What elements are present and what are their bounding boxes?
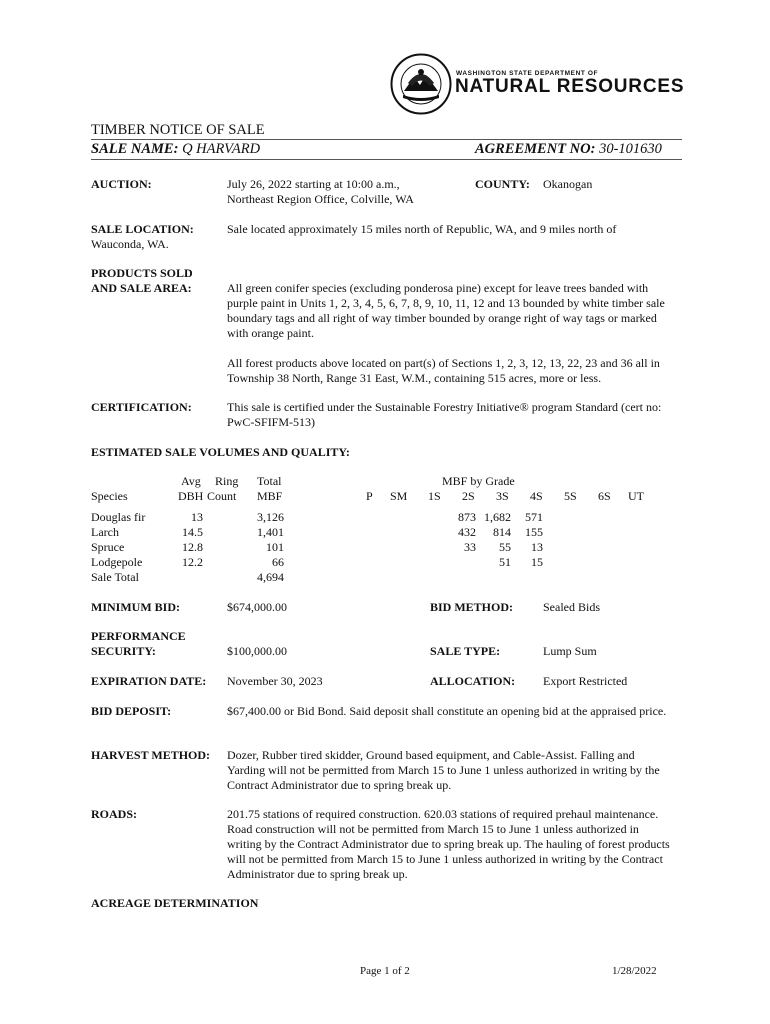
dbh-cell: 14.5 — [182, 525, 203, 539]
total-cell: 3,126 — [257, 510, 284, 524]
dnr-logo — [390, 53, 685, 115]
certification-text: This sale is certified under the Sustainable Forestry Initiative® program Standard (cert no: PwC-SFIFM-513) — [227, 400, 662, 429]
grade-3s-cell: 814 — [493, 525, 511, 539]
species-cell: Larch — [91, 525, 119, 539]
agreement-no — [475, 141, 662, 158]
sale-name — [91, 141, 260, 158]
minimum-bid-label: MINIMUM BID: — [91, 600, 180, 614]
products-para-1: All green conifer species (excluding ponderosa pine) except for leave trees banded with purple paint in Units 1, 2, 3, 4, 5, 6, 7, 8, 9, 10, 11, 12 and 13 bounded by white timber sale boundary tags and all right of way timber bounded by orange right of way tags or marked with orange paint. — [227, 281, 665, 340]
hdr-ring: Ring — [215, 474, 239, 488]
agreement-label: AGREEMENT NO: — [475, 141, 596, 157]
grade-4s-cell: 13 — [531, 540, 543, 554]
grade-header: 5S — [564, 489, 577, 503]
products-para-2: All forest products above located on part(s) of Sections 1, 2, 3, 12, 13, 22, 23 and 36 all in Township 38 North, Range 31 East, W.M., containing 515 acres, more or less. — [227, 356, 660, 385]
grade-header: 4S — [530, 489, 543, 503]
species-cell: Spruce — [91, 540, 125, 554]
volumes-heading: ESTIMATED SALE VOLUMES AND QUALITY: — [91, 445, 350, 459]
grade-3s-cell: 51 — [499, 555, 511, 569]
expiration-label: EXPIRATION DATE: — [91, 674, 207, 688]
bid-method-label: BID METHOD: — [430, 600, 514, 614]
performance-label-2: SECURITY: — [91, 644, 156, 658]
dbh-cell: 12.2 — [182, 555, 203, 569]
title-rule — [91, 139, 682, 140]
minimum-bid-value: $674,000.00 — [227, 600, 287, 614]
grade-4s-cell: 571 — [525, 510, 543, 524]
acreage-heading: ACREAGE DETERMINATION — [91, 896, 259, 910]
county-label: COUNTY: — [475, 177, 530, 191]
footer-date: 1/28/2022 — [612, 965, 657, 977]
grade-2s-cell: 432 — [458, 525, 476, 539]
bid-deposit-label: BID DEPOSIT: — [91, 704, 172, 718]
grade-2s-cell: 873 — [458, 510, 476, 524]
species-cell: Sale Total — [91, 570, 139, 584]
grade-3s-cell: 1,682 — [484, 510, 511, 524]
species-cell: Lodgepole — [91, 555, 143, 569]
hdr-mbf-grade: MBF by Grade — [442, 474, 515, 488]
hdr-count: Count — [207, 489, 237, 503]
allocation-label: ALLOCATION: — [430, 674, 516, 688]
dbh-cell: 13 — [191, 510, 203, 524]
harvest-method-text: Dozer, Rubber tired skidder, Ground based equipment, and Cable-Assist. Falling and Yarding will not be permitted from March 15 to June 1 unless authorized in writing by the Contract Administrator due to spring break up. — [227, 748, 660, 792]
grade-header: 6S — [598, 489, 611, 503]
roads-label: ROADS: — [91, 807, 138, 821]
county-value: Okanogan — [543, 177, 593, 191]
hdr-avg: Avg — [181, 474, 201, 488]
total-cell: 66 — [272, 555, 284, 569]
products-label-2: AND SALE AREA: — [91, 281, 192, 295]
sale-location-line2: Wauconda, WA. — [91, 237, 169, 251]
sale-location-line1: Sale located approximately 15 miles north of Republic, WA, and 9 miles north of — [227, 222, 617, 236]
performance-label-1: PERFORMANCE — [91, 629, 186, 643]
dbh-cell: 12.8 — [182, 540, 203, 554]
bid-deposit-text: $67,400.00 or Bid Bond. Said deposit shall constitute an opening bid at the appraised price. — [227, 704, 667, 718]
performance-value: $100,000.00 — [227, 644, 287, 658]
grade-3s-cell: 55 — [499, 540, 511, 554]
auction-line1: July 26, 2022 starting at 10:00 a.m., — [227, 177, 400, 191]
hdr-dbh: DBH — [178, 489, 204, 503]
hdr-total: Total — [257, 474, 282, 488]
dept-line: WASHINGTON STATE DEPARTMENT OF — [456, 70, 599, 77]
grade-header: 2S — [462, 489, 475, 503]
sale-name-label: SALE NAME: — [91, 141, 179, 157]
page-title: TIMBER NOTICE OF SALE — [91, 122, 265, 138]
hdr-mbf: MBF — [257, 489, 283, 503]
hdr-species: Species — [91, 489, 128, 503]
harvest-method-label: HARVEST METHOD: — [91, 748, 211, 762]
bid-method-value: Sealed Bids — [543, 600, 600, 614]
total-cell: 4,694 — [257, 570, 284, 584]
grade-header: 3S — [496, 489, 509, 503]
page-number: Page 1 of 2 — [360, 965, 410, 977]
total-cell: 101 — [266, 540, 284, 554]
grade-header: SM — [390, 489, 408, 503]
auction-label: AUCTION: — [91, 177, 152, 191]
total-cell: 1,401 — [257, 525, 284, 539]
grade-header: P — [366, 489, 373, 503]
auction-line2: Northeast Region Office, Colville, WA — [227, 192, 414, 206]
allocation-value: Export Restricted — [543, 674, 628, 688]
expiration-value: November 30, 2023 — [227, 674, 323, 688]
products-label-1: PRODUCTS SOLD — [91, 266, 193, 280]
grade-header: UT — [628, 489, 644, 503]
certification-label: CERTIFICATION: — [91, 400, 192, 414]
grade-2s-cell: 33 — [464, 540, 476, 554]
roads-text: 201.75 stations of required construction. 620.03 stations of required prehaul maintenance. Road construction will not be permitted from March 15 to June 1 unless authorized in writing by the Contract Administrator due to spring break up. The hauling of forest products will not be permitted from March 15 to June 1 unless authorized in writing by the Contract Administrator due to spring break up. — [227, 807, 670, 881]
sale-type-label: SALE TYPE: — [430, 644, 501, 658]
title-rule-bottom — [91, 159, 682, 160]
grade-4s-cell: 15 — [531, 555, 543, 569]
sale-type-value: Lump Sum — [543, 644, 597, 658]
grade-4s-cell: 155 — [525, 525, 543, 539]
grade-header: 1S — [428, 489, 441, 503]
agreement-value: 30-101630 — [599, 141, 662, 157]
species-cell: Douglas fir — [91, 510, 146, 524]
sale-name-value: Q HARVARD — [182, 141, 261, 157]
dnr-seal-icon — [390, 53, 452, 115]
dept-name: NATURAL RESOURCES — [455, 76, 685, 97]
sale-location-label: SALE LOCATION: — [91, 222, 194, 236]
